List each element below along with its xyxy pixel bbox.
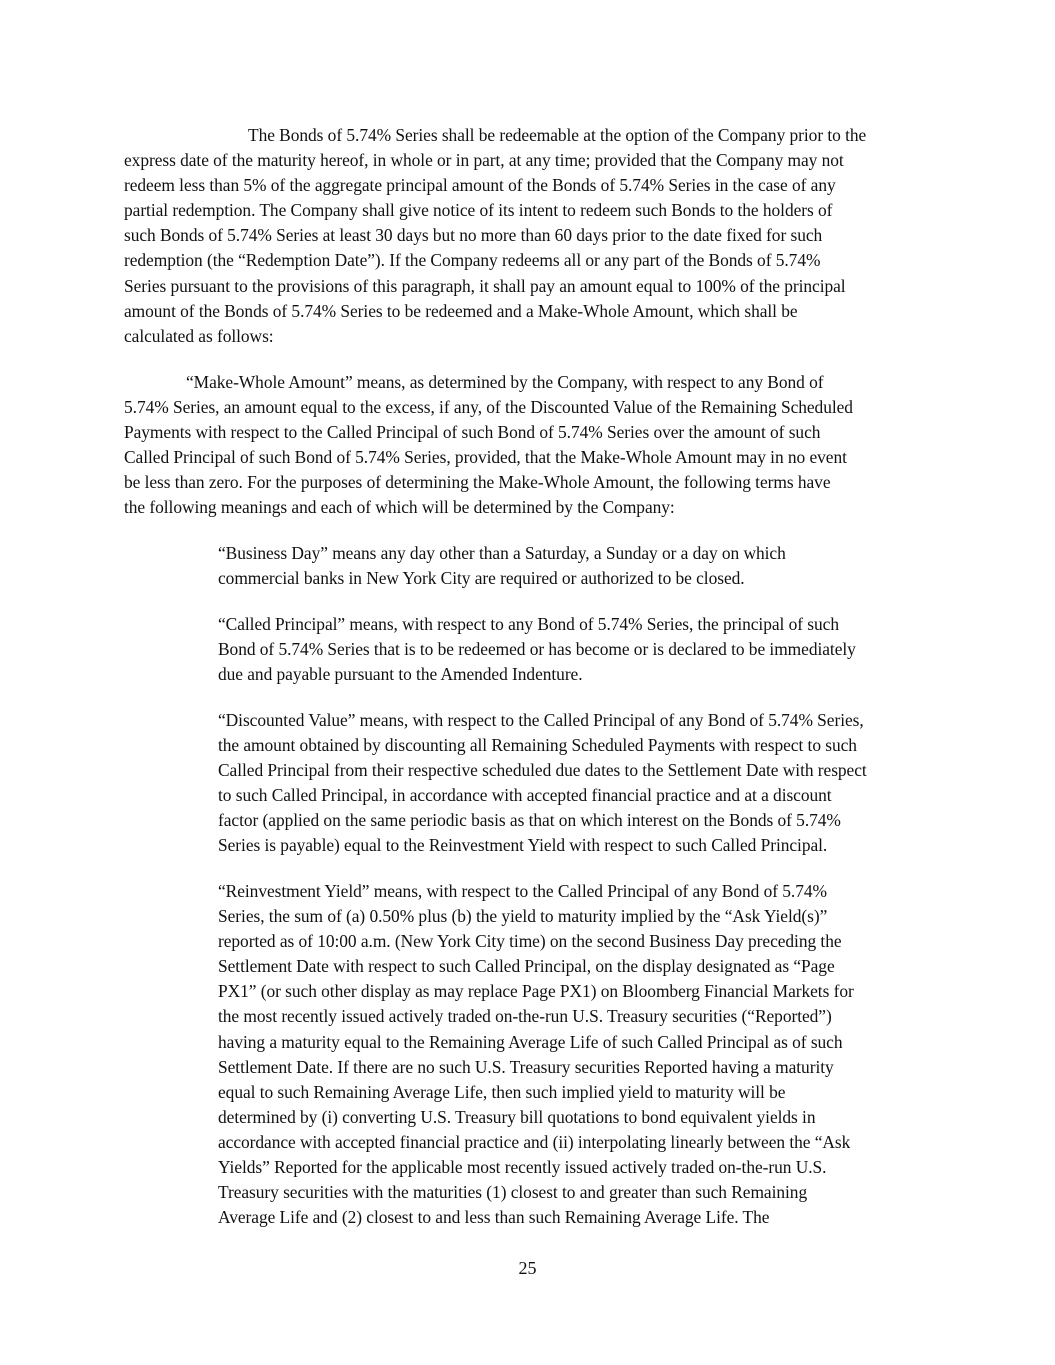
text-line: due and payable pursuant to the Amended Indenture. [218, 664, 583, 685]
text-line: Series, the sum of (a) 0.50% plus (b) the yield to maturity implied by the “Ask Yield(s)” [218, 906, 828, 927]
text-line: the most recently issued actively traded on-the-run U.S. Treasury securities (“Reported”) [218, 1006, 832, 1027]
paragraph-redemption [124, 123, 866, 349]
text-line: Yields” Reported for the applicable most recently issued actively traded on-the-run U.S. [218, 1157, 827, 1178]
page-number: 25 [518, 1258, 537, 1278]
definition-discounted-value [218, 708, 867, 859]
text-line: Called Principal of such Bond of 5.74% Series, provided, that the Make-Whole Amount may in no event [124, 447, 847, 468]
definition-business-day [218, 541, 786, 591]
text-line: redemption (the “Redemption Date”). If the Company redeems all or any part of the Bonds of 5.74% [124, 250, 821, 271]
definition-reinvestment-yield [218, 879, 854, 1230]
text-line: “Reinvestment Yield” means, with respect to the Called Principal of any Bond of 5.74% [218, 881, 827, 901]
text-line: the following meanings and each of which will be determined by the Company: [124, 497, 675, 518]
text-line: The Bonds of 5.74% Series shall be redeemable at the option of the Company prior to the [248, 125, 867, 145]
text-line: Average Life and (2) closest to and less than such Remaining Average Life. The [218, 1207, 770, 1228]
text-line: such Bonds of 5.74% Series at least 30 days but no more than 60 days prior to the date fixed for such [124, 225, 823, 246]
text-line: PX1” (or such other display as may replace Page PX1) on Bloomberg Financial Markets for [218, 981, 854, 1002]
text-line: “Called Principal” means, with respect to any Bond of 5.74% Series, the principal of such [218, 614, 839, 634]
text-line: accordance with accepted financial practice and (ii) interpolating linearly between the “Ask [218, 1131, 851, 1152]
text-line: having a maturity equal to the Remaining Average Life of such Called Principal as of such [218, 1031, 843, 1052]
text-line: Bond of 5.74% Series that is to be redeemed or has become or is declared to be immediately [218, 639, 856, 660]
paragraph-make-whole-amount [124, 370, 853, 521]
text-line: Settlement Date. If there are no such U.S. Treasury securities Reported having a maturity [218, 1056, 834, 1077]
text-line: calculated as follows: [124, 325, 274, 346]
text-line: partial redemption. The Company shall give notice of its intent to redeem such Bonds to the holders of [124, 200, 833, 221]
text-line: to such Called Principal, in accordance with accepted financial practice and at a discount [218, 785, 832, 806]
text-line: reported as of 10:00 a.m. (New York City time) on the second Business Day preceding the [218, 931, 842, 952]
text-line: “Make-Whole Amount” means, as determined by the Company, with respect to any Bond of [186, 372, 824, 392]
text-line: the amount obtained by discounting all Remaining Scheduled Payments with respect to such [218, 735, 857, 756]
text-line: factor (applied on the same periodic basis as that on which interest on the Bonds of 5.74% [218, 810, 841, 831]
text-line: Called Principal from their respective scheduled due dates to the Settlement Date with respect [218, 760, 867, 781]
text-line: Series is payable) equal to the Reinvestment Yield with respect to such Called Principal. [218, 835, 828, 856]
text-line: Treasury securities with the maturities (1) closest to and greater than such Remaining [218, 1182, 808, 1203]
text-line: “Discounted Value” means, with respect to the Called Principal of any Bond of 5.74% Series, [218, 710, 864, 730]
text-line: equal to such Remaining Average Life, then such implied yield to maturity will be [218, 1081, 786, 1102]
text-line: express date of the maturity hereof, in whole or in part, at any time; provided that the Company may not [124, 150, 844, 171]
text-line: determined by (i) converting U.S. Treasury bill quotations to bond equivalent yields in [218, 1106, 816, 1127]
text-line: Series pursuant to the provisions of this paragraph, it shall pay an amount equal to 100% of the principal [124, 275, 846, 296]
text-line: 5.74% Series, an amount equal to the excess, if any, of the Discounted Value of the Remaining Scheduled [124, 397, 853, 418]
text-line: Settlement Date with respect to such Called Principal, on the display designated as “Page [218, 956, 835, 977]
text-line: “Business Day” means any day other than a Saturday, a Sunday or a day on which [218, 543, 786, 563]
text-line: be less than zero. For the purposes of determining the Make-Whole Amount, the following terms have [124, 472, 831, 493]
definition-called-principal [218, 612, 856, 687]
text-line: redeem less than 5% of the aggregate principal amount of the Bonds of 5.74% Series in the case of any [124, 175, 836, 196]
text-line: amount of the Bonds of 5.74% Series to be redeemed and a Make-Whole Amount, which shall be [124, 300, 798, 321]
text-line: commercial banks in New York City are required or authorized to be closed. [218, 568, 745, 589]
text-line: Payments with respect to the Called Principal of such Bond of 5.74% Series over the amount of such [124, 422, 821, 443]
